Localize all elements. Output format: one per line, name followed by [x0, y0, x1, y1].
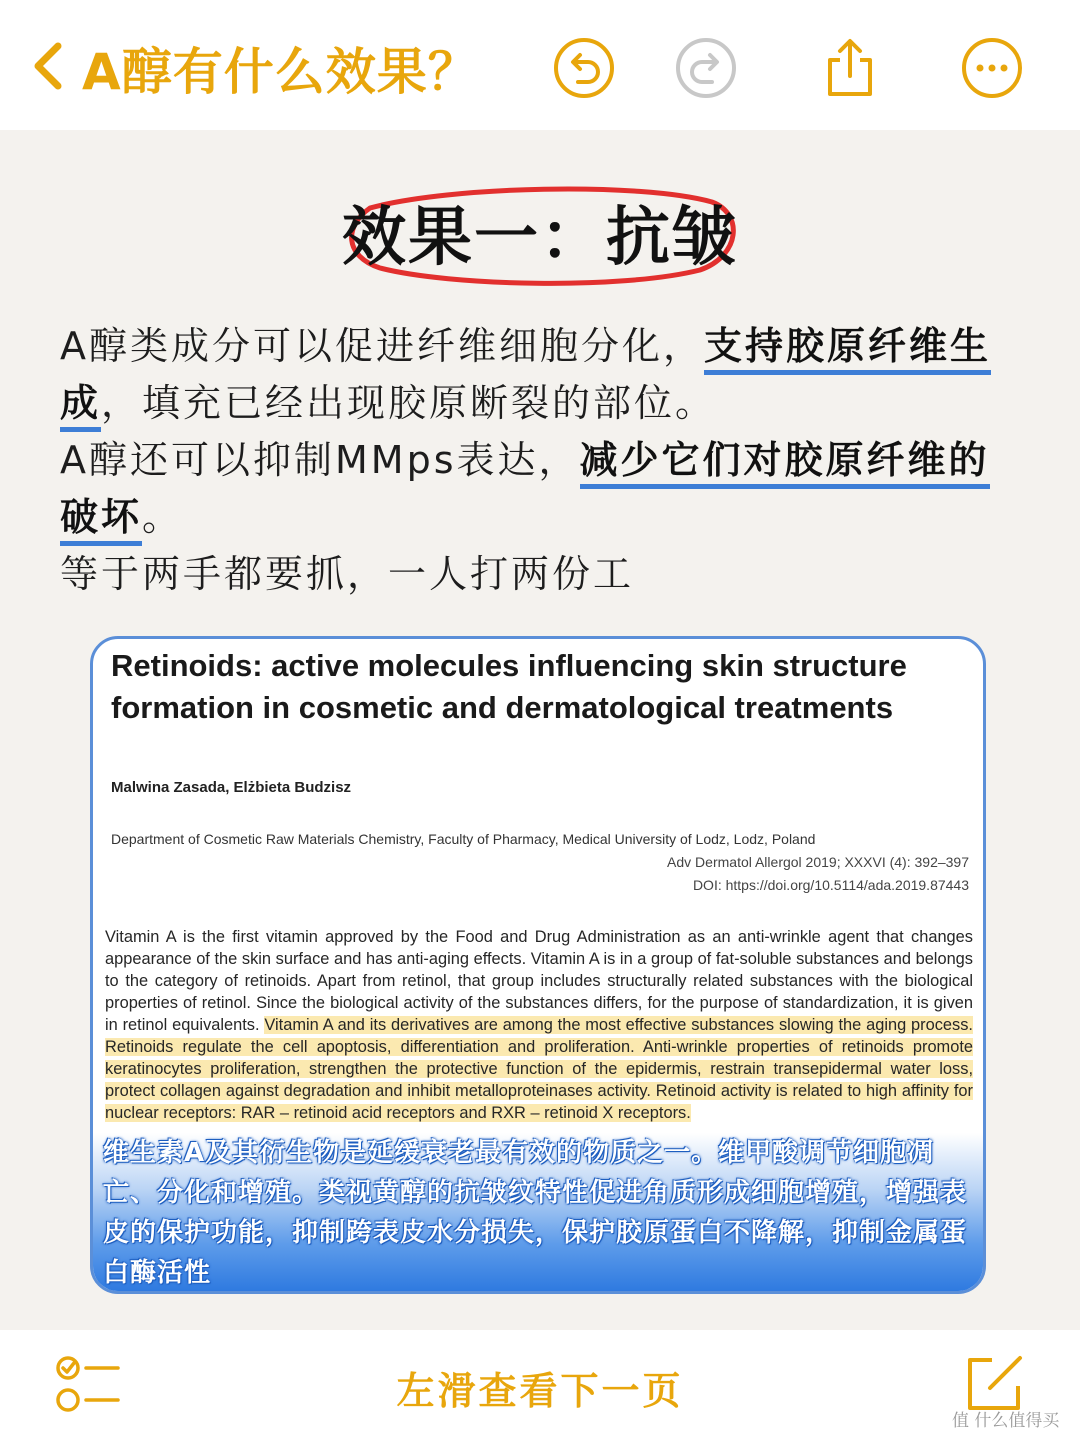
text-span: ，填充已经出现胶原断裂的部位。 — [101, 381, 717, 425]
paper-journal: Adv Dermatol Allergol 2019; XXXVI (4): 392–397 — [667, 854, 969, 870]
paper-affiliation: Department of Cosmetic Raw Materials Chemistry, Faculty of Pharmacy, Medical University of Lodz, Lodz, Poland — [111, 831, 816, 847]
undo-icon — [552, 36, 616, 100]
more-button[interactable] — [960, 36, 1024, 100]
text-span: A醇类成分可以促进纤维细胞分化， — [60, 324, 704, 368]
text-span: 。 — [142, 495, 184, 539]
chevron-left-icon — [28, 36, 68, 100]
emphasis-text: 减少它们对胶原纤维的破坏 — [60, 438, 990, 546]
paper-abstract — [105, 926, 973, 1124]
share-button[interactable] — [818, 36, 882, 100]
note-toolbar — [0, 0, 1080, 130]
bottom-toolbar — [0, 1330, 1080, 1440]
back-button[interactable] — [28, 30, 479, 106]
text-span: A醇还可以抑制MMps表达， — [60, 438, 580, 482]
body-paragraph — [60, 318, 1030, 603]
translation-banner — [93, 1133, 983, 1291]
redo-icon — [674, 36, 738, 100]
note-title: A醇有什么效果？ — [82, 43, 479, 101]
translation-text: 维生素A及其衍生物是延缓衰老最有效的物质之一。维甲酸调节细胞凋亡、分化和增殖。类视黄醇的抗皱纹特性促进角质形成细胞增殖，增强表皮的保护功能，抑制跨表皮水分损失，保护胶原蛋白不降解，抑制金属蛋白酶活性 — [103, 1138, 968, 1288]
text-span: 等于两手都要抓，一人打两份工 — [60, 552, 635, 596]
more-icon — [960, 36, 1024, 100]
abstract-text: Vitamin A is the first vitamin approved by the Food and Drug Administration as an anti-wrinkle agent that changes appearance of the skin surface and has anti-aging effects. Vitamin A is in a group of fat-soluble substances and belongs to the category of retinoids. Apart from retinol, that group includes structurally related substances with the biological properties of retinol. Since the biological activity of the substances differs, for the purpose of standardization, it is given in retinol equivalents. — [105, 928, 973, 1034]
watermark: 值 什么值得买 — [952, 1411, 1060, 1431]
undo-button[interactable] — [552, 36, 616, 100]
paper-authors: Malwina Zasada, Elżbieta Budzisz — [111, 779, 352, 796]
paper-screenshot-card — [90, 636, 986, 1294]
section-heading — [340, 178, 740, 286]
paper-doi: DOI: https://doi.org/10.5114/ada.2019.87443 — [692, 877, 969, 893]
heading-text: 效果一：抗皱 — [342, 201, 738, 275]
share-icon — [818, 36, 882, 100]
redo-button[interactable] — [674, 36, 738, 100]
paper-title: Retinoids: active molecules influencing skin structure formation in cosmetic and dermatological treatments — [111, 648, 907, 725]
emphasis-text: 支持胶原纤维生成 — [60, 324, 991, 432]
abstract-highlight: Vitamin A and its derivatives are among the most effective substances slowing the aging process. Retinoids regulate the cell apoptosis, differentiation and proliferation. Anti-wrinkle properties of retinoids promote keratinocytes proliferation, strengthen the protective function of the epidermis, restrain transepidermal water loss, protect collagen against degradation and inhibit metalloproteinases activity. Retinoid activity is related to high affinity for nuclear receptors: RAR – retinoid acid receptors and RXR – retinoid X receptors. — [105, 1016, 973, 1122]
swipe-hint: 左滑查看下一页 — [396, 1369, 684, 1413]
